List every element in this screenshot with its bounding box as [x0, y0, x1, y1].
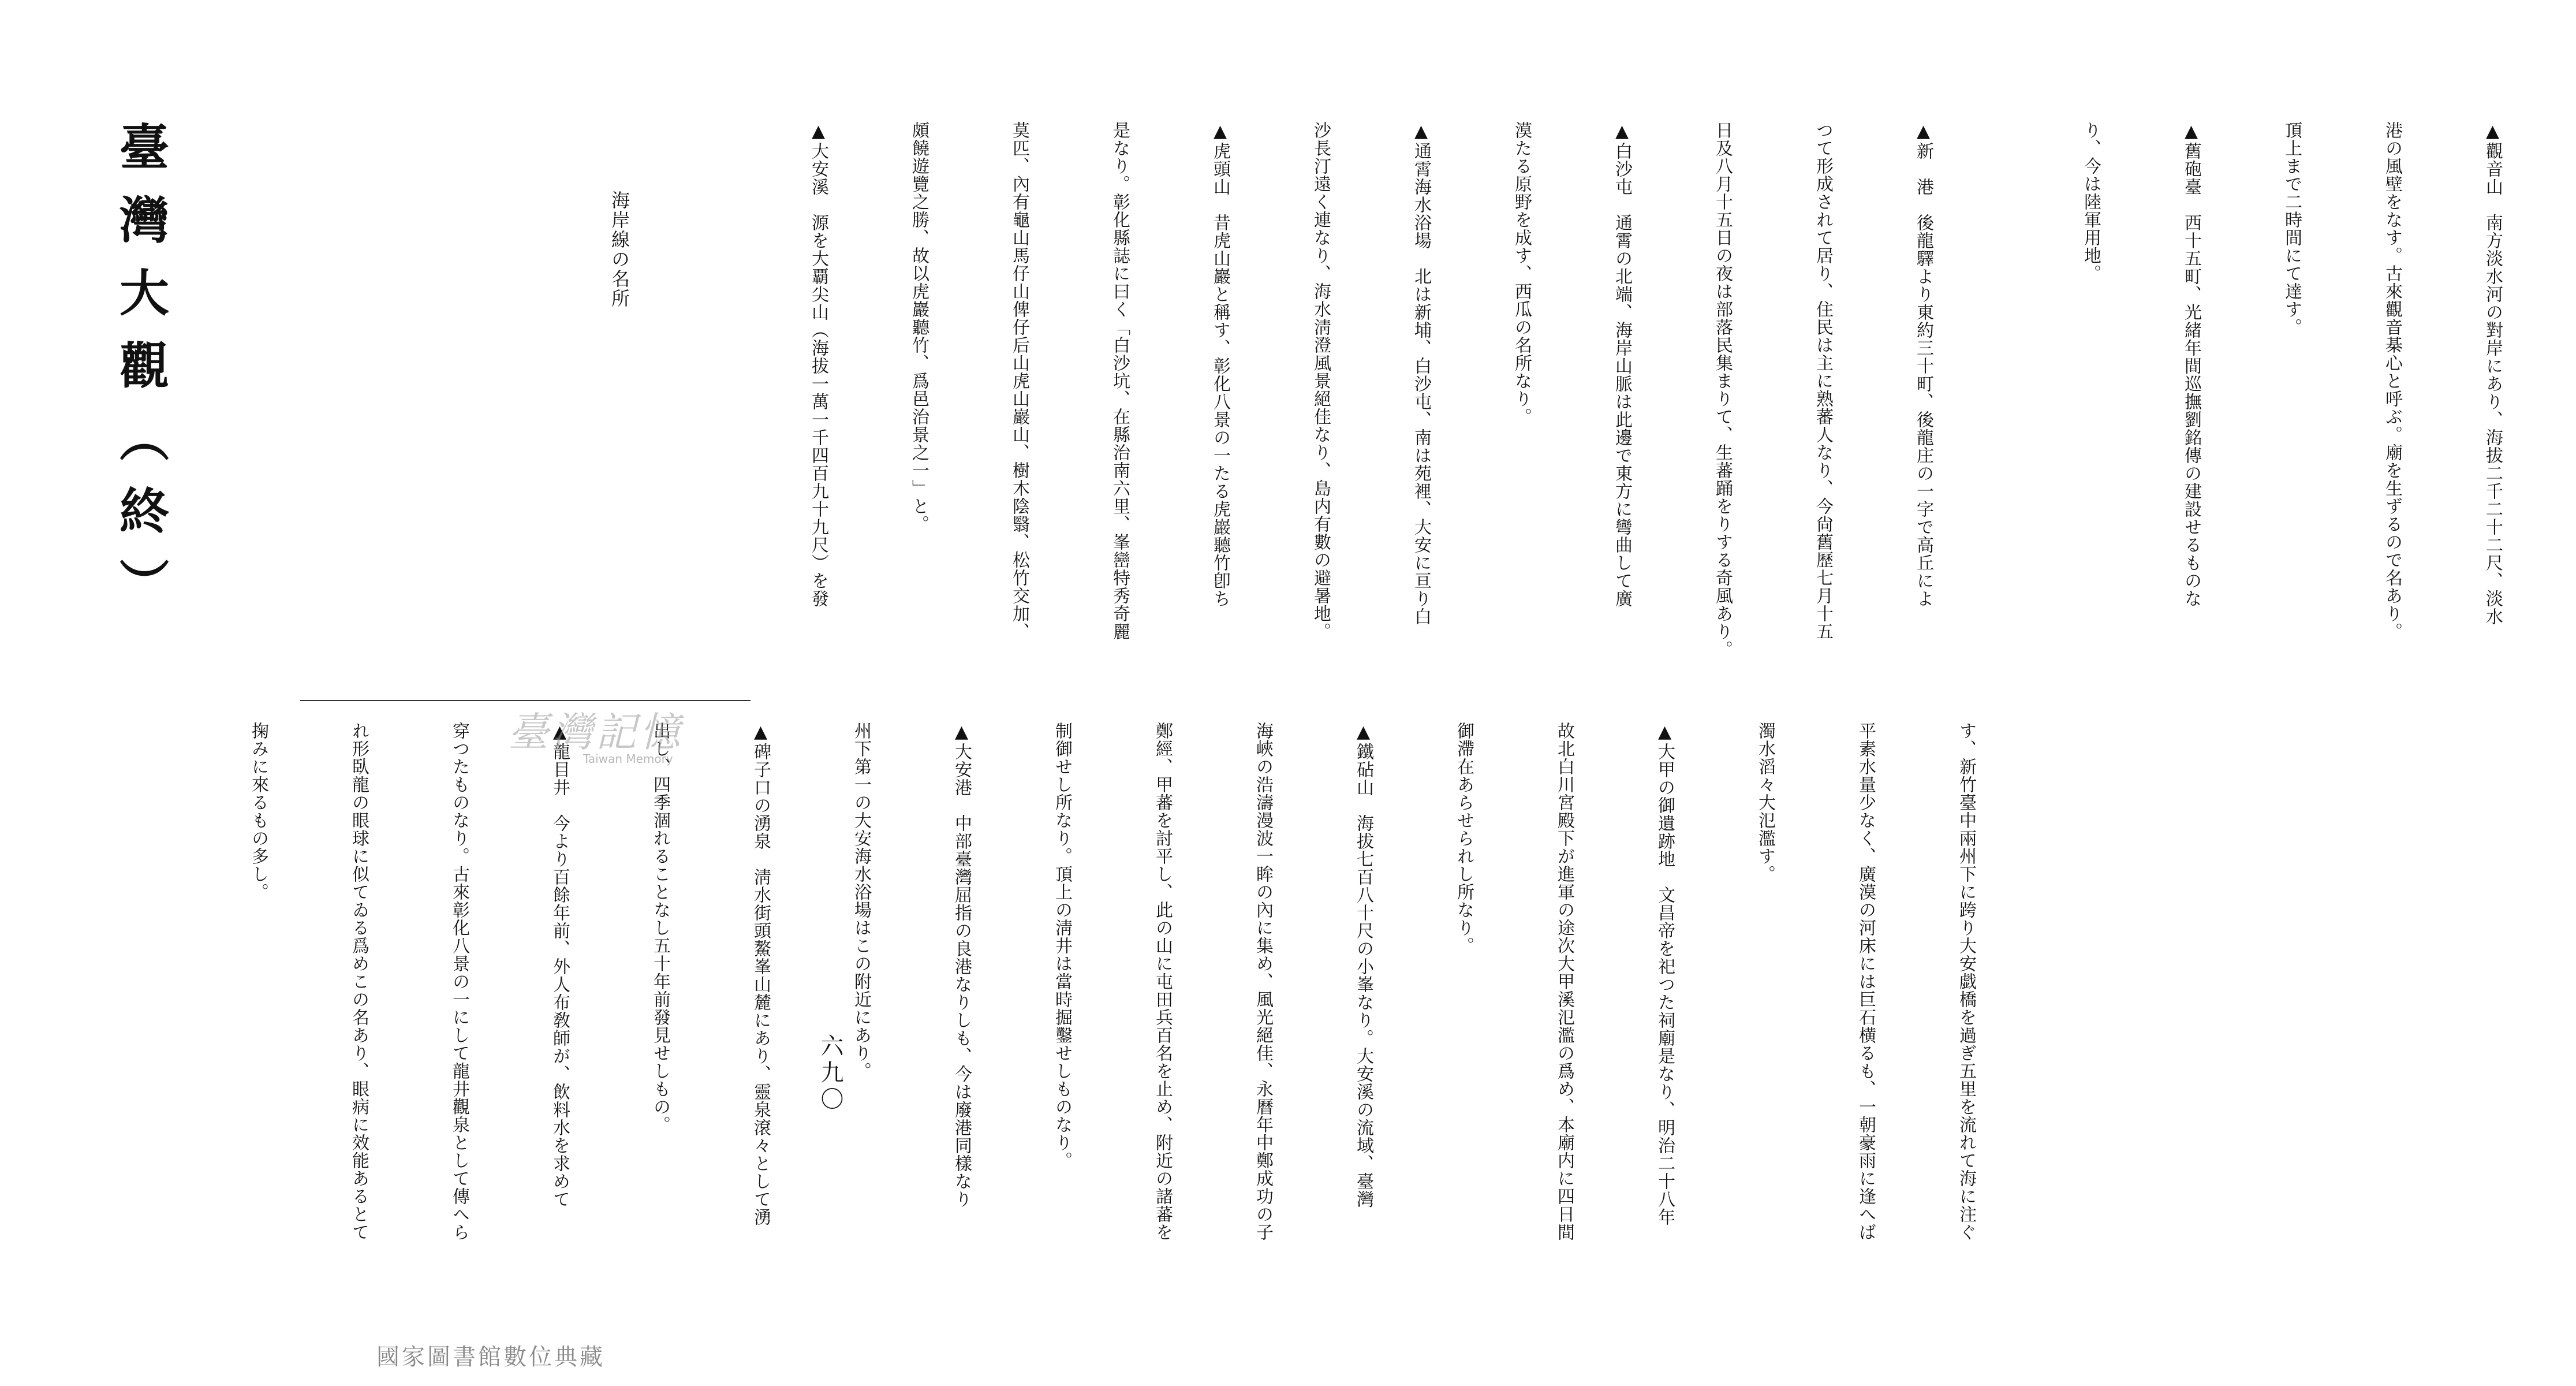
text-line: れ形臥龍の眼球に似てゐる爲めこの名あり、眼病に效能あるとて [349, 722, 369, 1241]
section-heading: 海岸線の名所 [608, 191, 630, 308]
text-line: ▲大安港 中部臺灣屈指の良港なりしも、今は廢港同樣なり [951, 722, 972, 1208]
text-line: 出し、四季涸れることなし五十年前發見せしもの。 [650, 722, 670, 1134]
lower-text-block [208, 722, 2049, 1305]
text-line: 是なり。彰化縣誌に曰く「白沙坑、在縣治南六里、峯巒特秀奇麗 [1110, 121, 1130, 640]
text-line: つて形成されて居り、住民は主に熟蕃人なり、今尙舊歷七月十五 [1813, 121, 1833, 640]
book-title: 臺灣大觀（終） [111, 121, 169, 631]
text-line: ▲大安溪 源を大覇尖山（海拔一萬一千四百九十九尺）を發 [808, 121, 828, 608]
text-line: ▲觀音山 南方淡水河の對岸にあり、海拔二千二十二尺、淡水 [2482, 121, 2503, 625]
text-line: 掬みに來るもの多し。 [248, 722, 268, 901]
text-line: ▲龍目井 今より百餘年前、外人布敎師が、飲料水を求めて [550, 722, 570, 1208]
text-line: 日及八月十五日の夜は部落民集まりて、生蕃踊をりする奇風あり。 [1712, 121, 1733, 658]
text-line: 故北白川宮殿下が進軍の途次大甲溪氾濫の爲め、本廟内に四日間 [1554, 722, 1574, 1241]
text-line: 穿つたものなり。古來彰化八景の一にして龍井觀泉として傳へら [449, 722, 469, 1241]
text-line: 海峽の浩濤漫波一眸の內に集め、風光絕佳、永曆年中鄭成功の子 [1253, 722, 1273, 1241]
footer-label: 國家圖書館數位典藏 [376, 1344, 605, 1370]
text-line: ▲大甲の御遺跡地 文昌帝を祀つた祠廟是なり、明治二十八年 [1655, 722, 1675, 1226]
text-line: 濁水滔々大氾濫す。 [1755, 722, 1775, 883]
text-line: 平素水量少なく、廣漠の河床には巨石横るも、一朝豪雨に逢へば [1856, 722, 1876, 1241]
text-line: ▲舊砲臺 西十五町、光緒年間巡撫劉銘傳の建設せるものな [2181, 121, 2201, 608]
text-line: 頂上まで二時間にて達す。 [2282, 121, 2302, 336]
text-line: 港の風壁をなす。古來觀音棊心と呼ぶ。廟を生ずるので名あり。 [2382, 121, 2402, 640]
text-line: ▲碑子口の湧泉 淸水街頭鰲峯山麓にあり、靈泉滾々として湧 [751, 722, 771, 1226]
text-line: 州下第一の大安海水浴場はこの附近にあり。 [851, 722, 871, 1080]
page-number: 六九〇 [817, 1034, 843, 1113]
text-line: 鄭經、甲蕃を討平し、此の山に屯田兵百名を止め、附近の諸蕃を [1152, 722, 1173, 1241]
text-line: 制御せし所なり。頂上の淸井は當時掘鑿せしものなり。 [1052, 722, 1072, 1169]
text-line: 頗饒遊覽之勝、故以虎巖聽竹、爲邑治景之一」と。 [909, 121, 929, 533]
upper-text-block [768, 121, 2576, 705]
text-line: ▲虎頭山 昔虎山巖と稱す、彰化八景の一たる虎巖聽竹卽ち [1210, 121, 1230, 608]
watermark-subtext: Taiwan Memory [583, 752, 673, 766]
text-line: 莫匹、內有龜山馬仔山俾仔后山虎山巖山、樹木陰翳、松竹交加、 [1009, 121, 1029, 640]
text-line: ▲通霄海水浴場 北は新埔、白沙屯、南は苑裡、大安に亘り白 [1411, 121, 1431, 625]
text-line: ▲白沙屯 通霄の北端、海岸山脈は此邊で東方に彎曲して廣 [1612, 121, 1632, 608]
text-line: ▲鐵砧山 海拔七百八十尺の小峯なり。大安溪の流域、臺灣 [1353, 722, 1373, 1208]
text-line: 御滯在あらせられし所なり。 [1454, 722, 1474, 955]
text-line: り、今は陸軍用地。 [2081, 121, 2101, 282]
watermark: 臺灣記憶 [508, 709, 684, 756]
text-line: す、新竹臺中兩州下に跨り大安戯橋を過ぎ五里を流れて海に注ぐ [1956, 722, 1976, 1241]
text-line: 沙長汀遠く連なり、海水淸澄風景絕佳なり、島内有數の避暑地。 [1311, 121, 1331, 640]
text-line: 漠たる原野を成す、西瓜の名所なり。 [1511, 121, 1532, 426]
text-line: ▲新 港 後龍驛より東約三十町、後龍庄の一字で高丘によ [1913, 121, 1933, 608]
